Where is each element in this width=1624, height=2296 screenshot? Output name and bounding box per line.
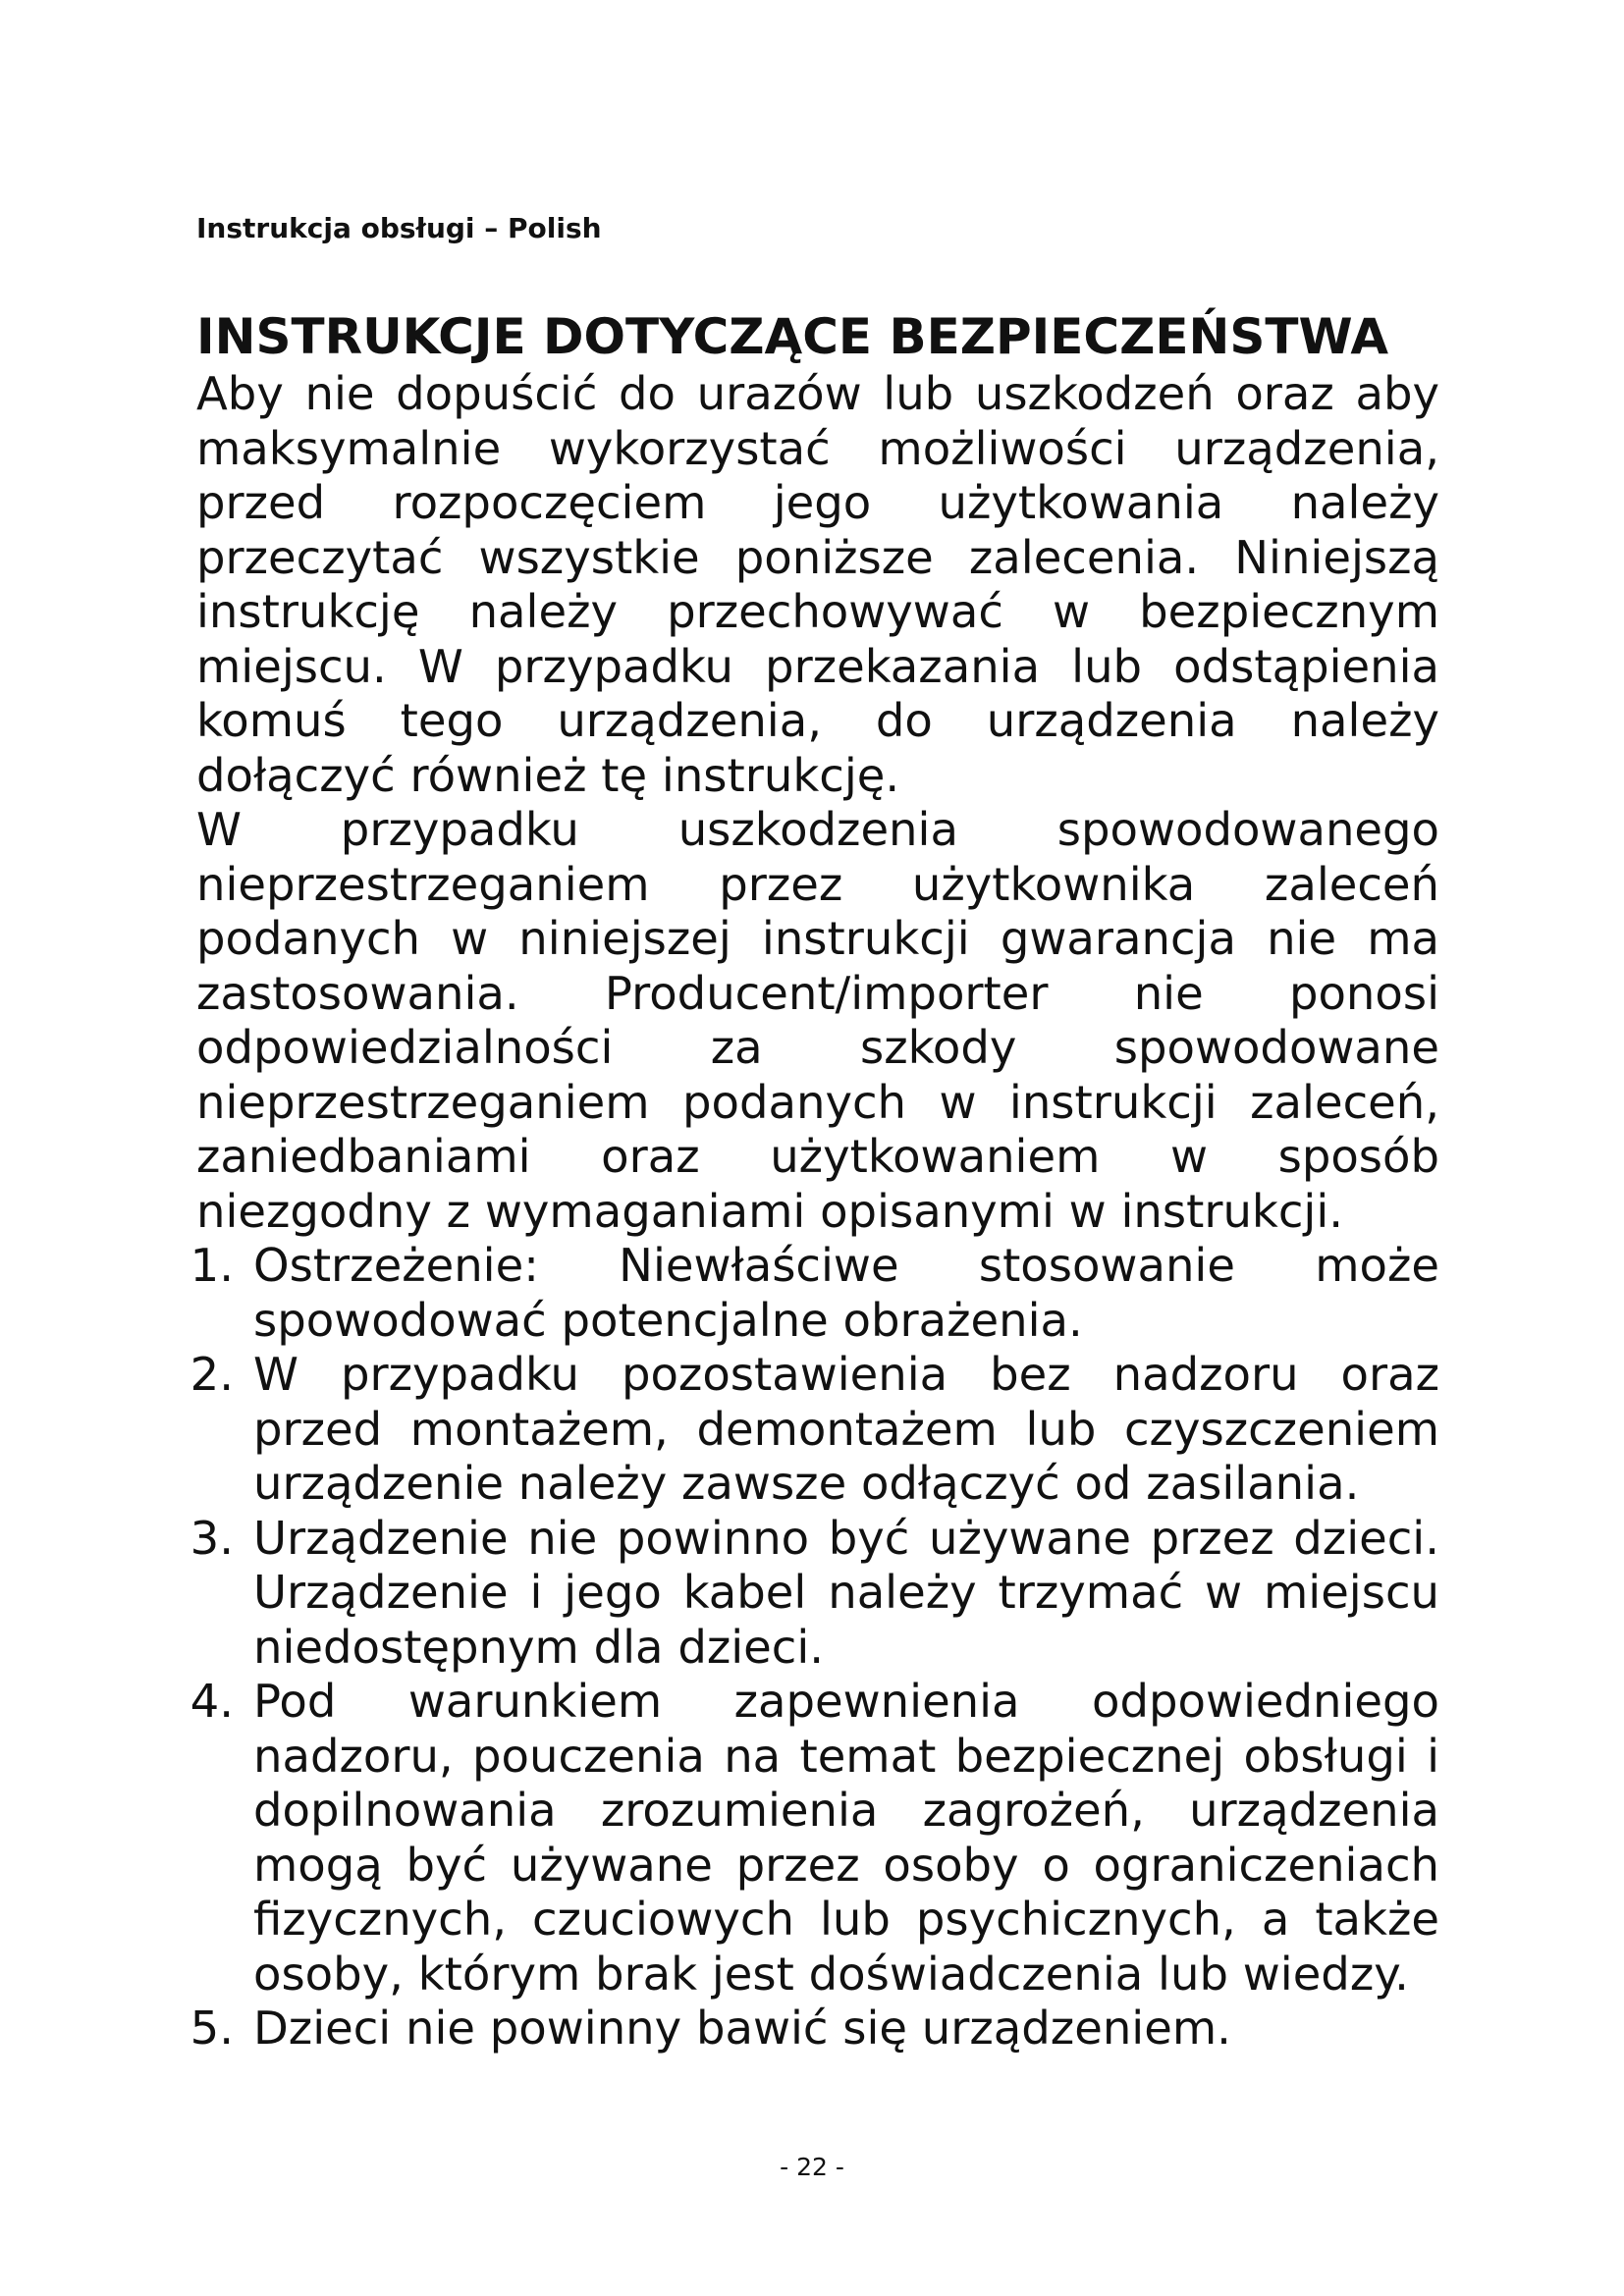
list-item-text: Urządzenie nie powinno być używane przez dzieci. Urządzenie i jego kabel należy trzymać w miejscu niedostępnym dla dzieci. (253, 1511, 1439, 1674)
page-number: - 22 - (780, 2153, 844, 2181)
list-item-text: Ostrzeżenie: Niewłaściwe stosowanie może spowodować potencjalne obrażenia. (253, 1239, 1439, 1347)
list-item-text: Dzieci nie powinny bawić się urządzeniem. (253, 2002, 1231, 2055)
document-body (189, 306, 1439, 2056)
list-item-number: 1. (189, 1239, 234, 1292)
list-item-number: 3. (189, 1511, 234, 1565)
list-item (189, 1348, 1439, 1512)
list-item-number: 2. (189, 1348, 234, 1401)
list-item-number: 4. (189, 1675, 234, 1728)
list-item (189, 2002, 1439, 2056)
safety-list (189, 1239, 1439, 2056)
list-item (189, 1511, 1439, 1676)
warranty-paragraph: W przypadku uszkodzenia spowodowanego nieprzestrzeganiem przez użytkownika zaleceń podanych w niniejszej instrukcji gwarancja nie ma zastosowania. Producent/importer nie ponosi odpowiedzialności za szkody spowodowane nieprzestrzeganiem podanych w instrukcji zaleceń, zaniedbaniami oraz użytkowaniem w sposób niezgodny z wymaganiami opisanymi w instrukcji. (196, 803, 1439, 1238)
intro-paragraph: Aby nie dopuścić do urazów lub uszkodzeń oraz aby maksymalnie wykorzystać możliwości urządzenia, przed rozpoczęciem jego użytkowania należy przeczytać wszystkie poniższe zalecenia. Niniejszą instrukcję należy przechowywać w bezpiecznym miejscu. W przypadku przekazania lub odstąpienia komuś tego urządzenia, do urządzenia należy dołączyć również tę instrukcję. (196, 367, 1439, 802)
list-item-number: 5. (189, 2002, 234, 2055)
list-item-text: Pod warunkiem zapewnienia odpowiedniego nadzoru, pouczenia na temat bezpiecznej obsługi i dopilnowania zrozumienia zagrożeń, urządzenia mogą być używane przez osoby o ograniczeniach fizycznych, czuciowych lub psychicznych, a także osoby, którym brak jest doświadczenia lub wiedzy. (253, 1675, 1439, 2001)
document-header: Instrukcja obsługi – Polish (196, 212, 602, 244)
section-title: INSTRUKCJE DOTYCZĄCE BEZPIECZEŃSTWA (196, 308, 1389, 365)
list-item (189, 1239, 1439, 1348)
list-item (189, 1675, 1439, 2002)
list-item-text: W przypadku pozostawienia bez nadzoru oraz przed montażem, demontażem lub czyszczeniem urządzenie należy zawsze odłączyć od zasilania. (253, 1348, 1439, 1510)
